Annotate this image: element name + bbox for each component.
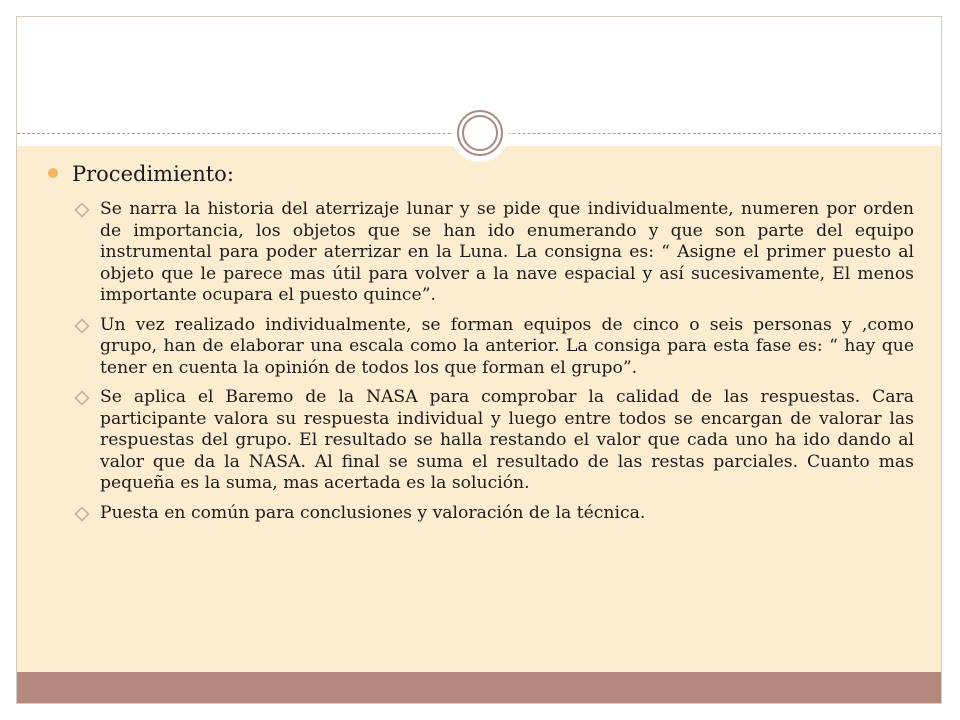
procedure-heading: Procedimiento: [72,162,234,186]
hollow-diamond-bullet-icon [74,318,90,334]
list-item-text: Un vez realizado individualmente, se forman equipos de cinco o seis personas y ,como grupo, han de elaborar una escala como la anterior. La consiga para esta fase es: “ hay que tener en cuenta la opinión de todos los que forman el grupo”. [100,314,914,378]
ornament-inner-ring [462,115,498,151]
footer-band [17,672,941,703]
list-item [72,503,914,525]
list-item [72,315,914,380]
list-item-text: Puesta en común para conclusiones y valoración de la técnica. [100,502,646,523]
list-item [72,387,914,495]
procedure-list [72,199,914,532]
hollow-diamond-bullet-icon [74,390,90,406]
list-item-text: Se aplica el Baremo de la NASA para comprobar la calidad de las respuestas. Cara participante valora su respuesta individual y luego entre todos se encargan de valorar las respuestas del grupo. El resultado se halla restando el valor que cada uno ha ido dando al valor que da la NASA. Al final se suma el resultado de las restas parciales. Cuanto mas pequeña es la suma, mas acertada es la solución. [100,387,914,493]
double-ring-ornament-icon [451,104,509,162]
list-item-text: Se narra la historia del aterrizaje lunar y se pide que individualmente, numeren por orden de importancia, los objetos que se han ido enumerando y que son parte del equipo instrumental para poder aterrizar en la Luna. La consigna es: “ Asigne el primer puesto al objeto que le parece mas útil para volver a la nave espacial y así sucesivamente, El menos importante ocupara el puesto quince”. [100,199,914,305]
list-item [72,199,914,307]
hollow-diamond-bullet-icon [74,202,90,218]
heading-row [48,162,928,186]
hollow-diamond-bullet-icon [74,506,90,522]
filled-circle-bullet-icon [48,168,58,178]
